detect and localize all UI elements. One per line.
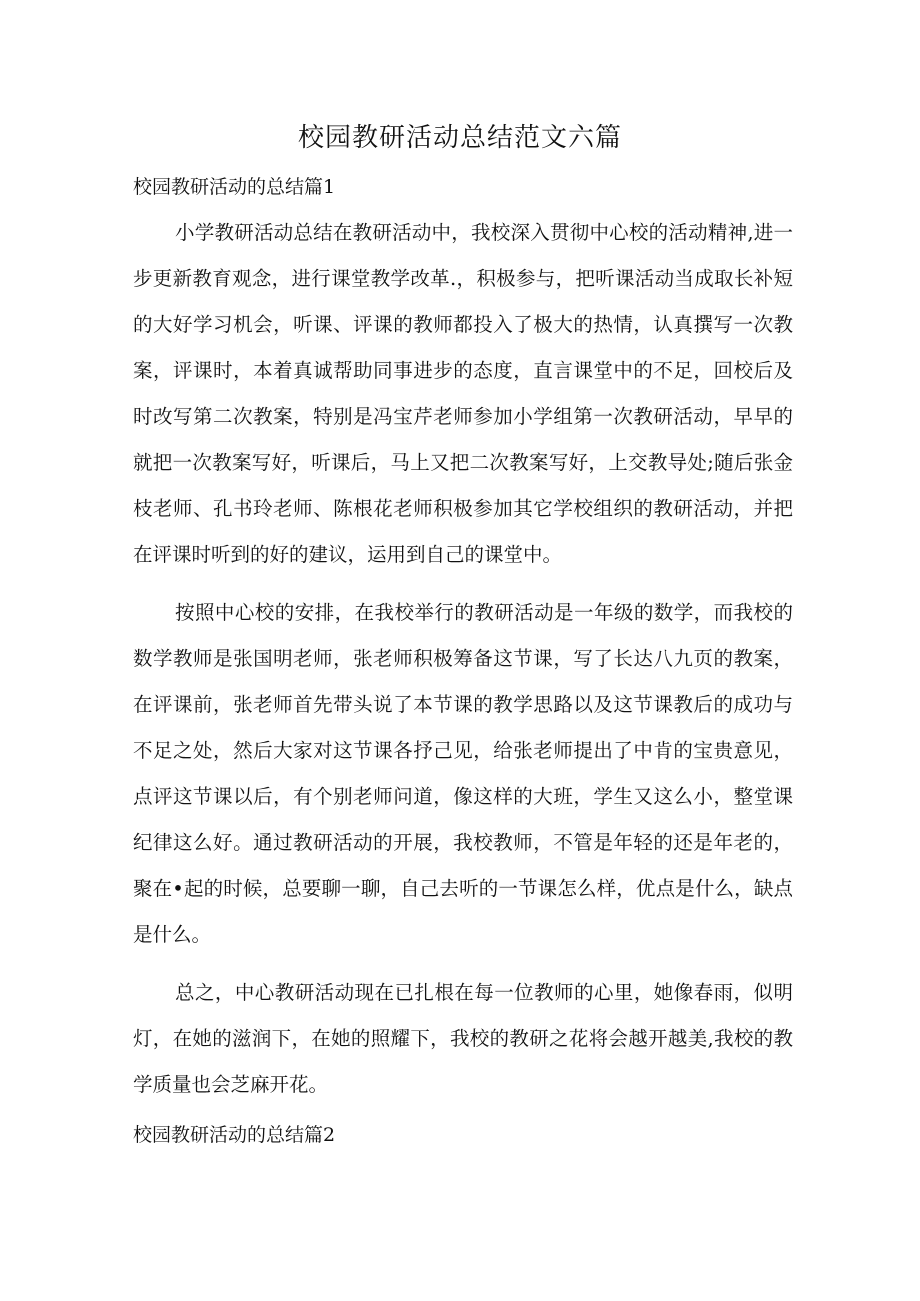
section-body-1 xyxy=(133,210,793,1120)
paragraph-2: 按照中心校的安排，在我校举行的教研活动是一年级的数学，而我校的数学教师是张国明老师，张老师积极筹备这节课，写了长达八九页的教案，在评课前，张老师首先带头说了本节课的教学思路以及这节课教后的成功与不足之处，然后大家对这节课各抒己见，给张老师提出了中肯的宝贵意见，点评这节课以后，有个别老师问道，像这样的大班，学生又这么小，整堂课纪律这么好。通过教研活动的开展，我校教师，不管是年轻的还是年老的，聚在•起的时候，总要聊一聊，自己去听的一节课怎么样，优点是什么，缺点是什么。 xyxy=(133,601,793,946)
document-title: 校园教研活动总结范文六篇 xyxy=(297,123,622,153)
section-heading-2: 校园教研活动的总结篇2 xyxy=(133,1124,336,1146)
section-heading-1: 校园教研活动的总结篇1 xyxy=(133,176,336,198)
paragraph-1: 小学教研活动总结在教研活动中，我校深入贯彻中心校的活动精神,进一步更新教育观念，进行课堂教学改革.，积极参与，把听课活动当成取长补短的大好学习机会，听课、评课的教师都投入了极大的热情，认真撰写一次教案，评课时，本着真诚帮助同事进步的态度，直言课堂中的不足，回校后及时改写第二次教案，特别是冯宝芹老师参加小学组第一次教研活动，早早的就把一次教案写好，听课后，马上又把二次教案写好，上交教导处;随后张金枝老师、孔书玲老师、陈根花老师积极参加其它学校组织的教研活动，并把在评课时听到的好的建议，运用到自己的课堂中。 xyxy=(133,221,793,566)
paragraph-3: 总之，中心教研活动现在已扎根在每一位教师的心里，她像春雨，似明灯，在她的滋润下，在她的照耀下，我校的教研之花将会越开越美,我校的教学质量也会芝麻开花。 xyxy=(133,981,793,1096)
